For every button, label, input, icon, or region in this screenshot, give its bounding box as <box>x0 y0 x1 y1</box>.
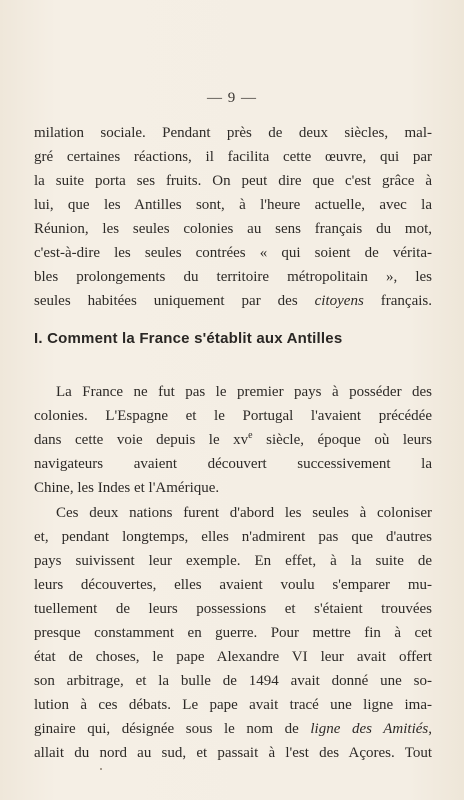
superscript: e <box>248 430 253 441</box>
text-fragment: siècle, époque où leurs <box>252 432 432 448</box>
text-line: Réunion, les seules colonies au sens français du mot, <box>34 221 432 237</box>
text-line: allait du nord au sud, et passait à l'est des Açores. Tout <box>34 745 432 761</box>
paragraph-2 <box>34 501 432 765</box>
text-line: tuellement de leurs possessions et s'étaient trouvées <box>34 601 432 617</box>
text-line: et, pendant longtemps, elles n'admirent pas que d'autres <box>34 529 432 545</box>
text-line: Ces deux nations furent d'abord les seules à coloniser <box>56 505 432 521</box>
text-line: gré certaines réactions, il facilita cette œuvre, qui par <box>34 149 432 165</box>
text-line: La France ne fut pas le premier pays à posséder des <box>56 384 432 400</box>
text-fragment: français. <box>363 293 432 309</box>
text-fragment: seules habitées uniquement par des <box>34 293 315 309</box>
text-line: c'est-à-dire les seules contrées « qui soient de vérita- <box>34 245 432 261</box>
text-line: navigateurs avaient découvert successivement la <box>34 456 432 472</box>
text-line: lui, que les Antilles sont, à l'heure actuelle, avec la <box>34 197 432 213</box>
text-line: bles prolongements du territoire métropolitain », les <box>34 269 432 285</box>
section-heading: I. Comment la France s'établit aux Antilles <box>34 330 343 347</box>
italic-phrase: ligne des Amitiés <box>310 721 429 737</box>
text-line: son arbitrage, et la bulle de 1494 avait donné une so- <box>34 673 432 689</box>
text-line: milation sociale. Pendant près de deux siècles, mal- <box>34 125 432 141</box>
text-line: presque constamment en guerre. Pour mettre fin à cet <box>34 625 432 641</box>
intro-paragraph <box>34 121 432 313</box>
italic-word: citoyens <box>314 293 364 309</box>
text-line: la suite porta ses fruits. On peut dire que c'est grâce à <box>34 173 432 189</box>
text-line <box>34 289 432 313</box>
text-line: état de choses, le pape Alexandre VI leur avait offert <box>34 649 432 665</box>
text-line: pays suivissent leur exemple. En effet, à la suite de <box>34 553 432 569</box>
text-fragment: ginaire qui, désignée sous le nom de <box>34 721 311 737</box>
text-line: leurs découvertes, elles avaient voulu s'emparer mu- <box>34 577 432 593</box>
paragraph-1 <box>34 380 432 500</box>
paper-speck <box>100 768 102 770</box>
text-line: lution à ces débats. Le pape avait tracé une ligne ima- <box>34 697 432 713</box>
page-number: — 9 — <box>207 90 257 106</box>
text-fragment: , <box>428 721 432 737</box>
text-line: Chine, les Indes et l'Amérique. <box>34 480 220 496</box>
text-fragment: dans cette voie depuis le xv <box>34 432 249 448</box>
text-line <box>34 717 432 741</box>
text-line <box>34 428 432 452</box>
text-line: colonies. L'Espagne et le Portugal l'avaient précédée <box>34 408 432 424</box>
